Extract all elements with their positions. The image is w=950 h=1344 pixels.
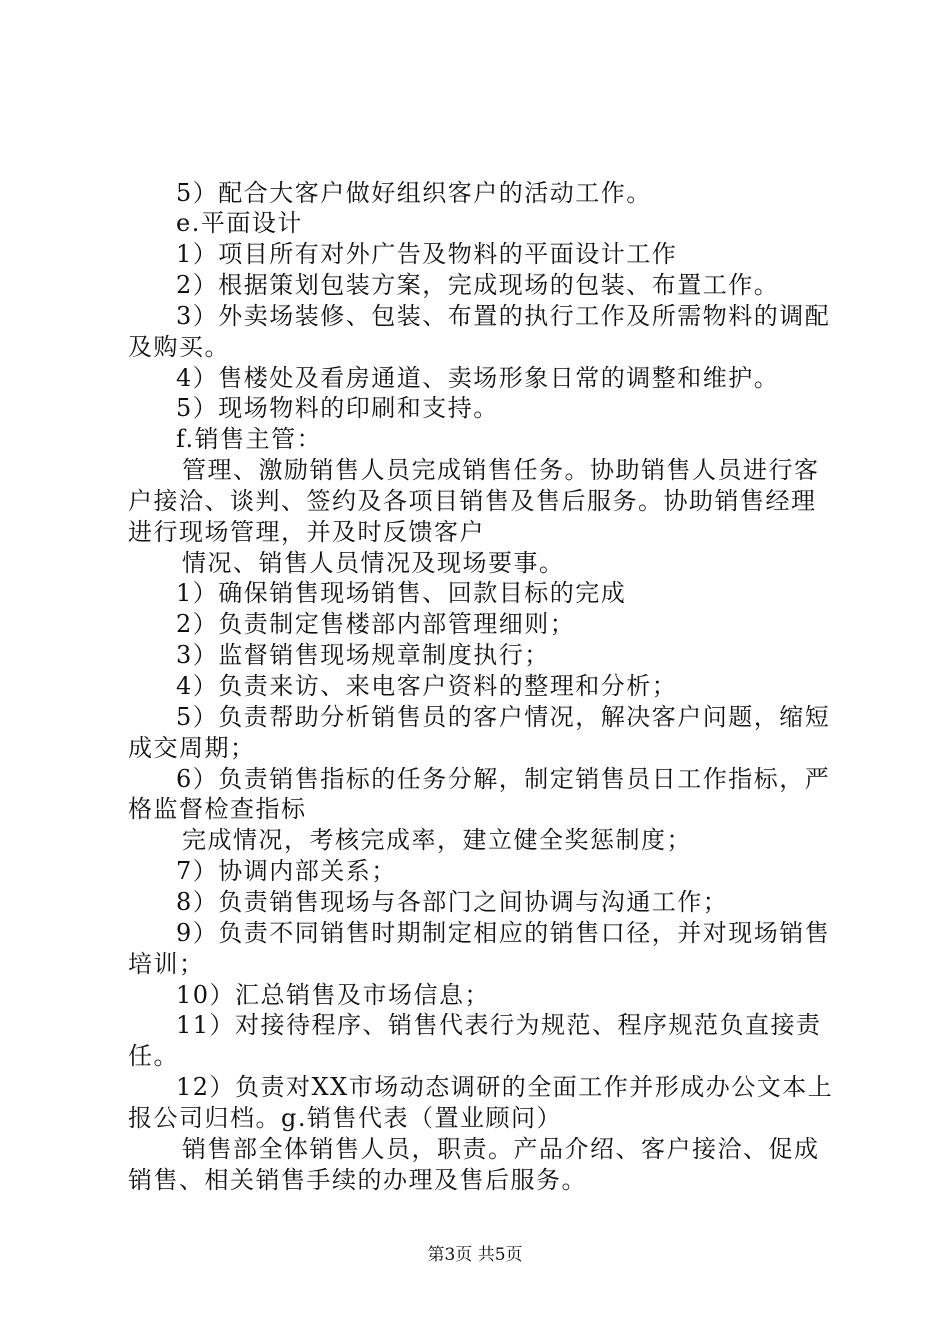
- text-line: 及购买。: [128, 333, 230, 361]
- text-line: 情况、销售人员情况及现场要事。: [182, 549, 565, 577]
- text-line: 6）负责销售指标的任务分解，制定销售员日工作指标，严: [176, 765, 831, 793]
- text-line: 3）外卖场装修、包装、布置的执行工作及所需物料的调配: [176, 302, 831, 330]
- text-line: 1）项目所有对外广告及物料的平面设计工作: [176, 240, 678, 268]
- text-line: 完成情况，考核完成率，建立健全奖惩制度；: [182, 826, 692, 854]
- text-line: 4）负责来访、来电客户资料的整理和分析；: [176, 672, 678, 700]
- text-line: 格监督检查指标: [128, 795, 307, 823]
- text-line: 5）现场物料的印刷和支持。: [176, 394, 499, 422]
- text-line: 9）负责不同销售时期制定相应的销售口径，并对现场销售: [176, 919, 831, 947]
- text-line: 5）负责帮助分析销售员的客户情况，解决客户问题，缩短: [176, 703, 831, 731]
- text-line: 成交周期；: [128, 734, 256, 762]
- text-line: 进行现场管理，并及时反馈客户: [128, 518, 485, 546]
- text-line: 4）售楼处及看房通道、卖场形象日常的调整和维护。: [176, 364, 780, 392]
- section-heading: f.销售主管：: [176, 425, 323, 453]
- text-line: 5）配合大客户做好组织客户的活动工作。: [176, 179, 652, 207]
- text-line: 3）监督销售现场规章制度执行；: [176, 641, 550, 669]
- text-line: 11）对接待程序、销售代表行为规范、程序规范负直接责: [176, 1011, 822, 1039]
- text-line: 1）确保销售现场销售、回款目标的完成: [176, 579, 627, 607]
- text-line: 8）负责销售现场与各部门之间协调与沟通工作；: [176, 888, 729, 916]
- text-line: 10）汇总销售及市场信息；: [176, 981, 491, 1009]
- page-footer: 第3页 共5页: [427, 1245, 523, 1265]
- section-heading: e.平面设计: [176, 209, 303, 237]
- text-line: 7）协调内部关系；: [176, 857, 397, 885]
- text-line: 2）负责制定售楼部内部管理细则；: [176, 610, 576, 638]
- text-line: 培训；: [128, 950, 205, 978]
- text-line: 管理、激励销售人员完成销售任务。协助销售人员进行客: [182, 456, 820, 484]
- text-line: 户接洽、谈判、签约及各项目销售及售后服务。协助销售经理: [128, 487, 817, 515]
- text-line: 报公司归档。g.销售代表（置业顾问）: [128, 1104, 562, 1132]
- text-line: 销售部全体销售人员，职责。产品介绍、客户接洽、促成: [182, 1135, 820, 1163]
- text-line: 12）负责对XX市场动态调研的全面工作并形成办公文本上: [176, 1073, 834, 1101]
- text-line: 任。: [128, 1042, 179, 1070]
- text-line: 销售、相关销售手续的办理及售后服务。: [128, 1166, 587, 1194]
- text-line: 2）根据策划包装方案，完成现场的包装、布置工作。: [176, 271, 780, 299]
